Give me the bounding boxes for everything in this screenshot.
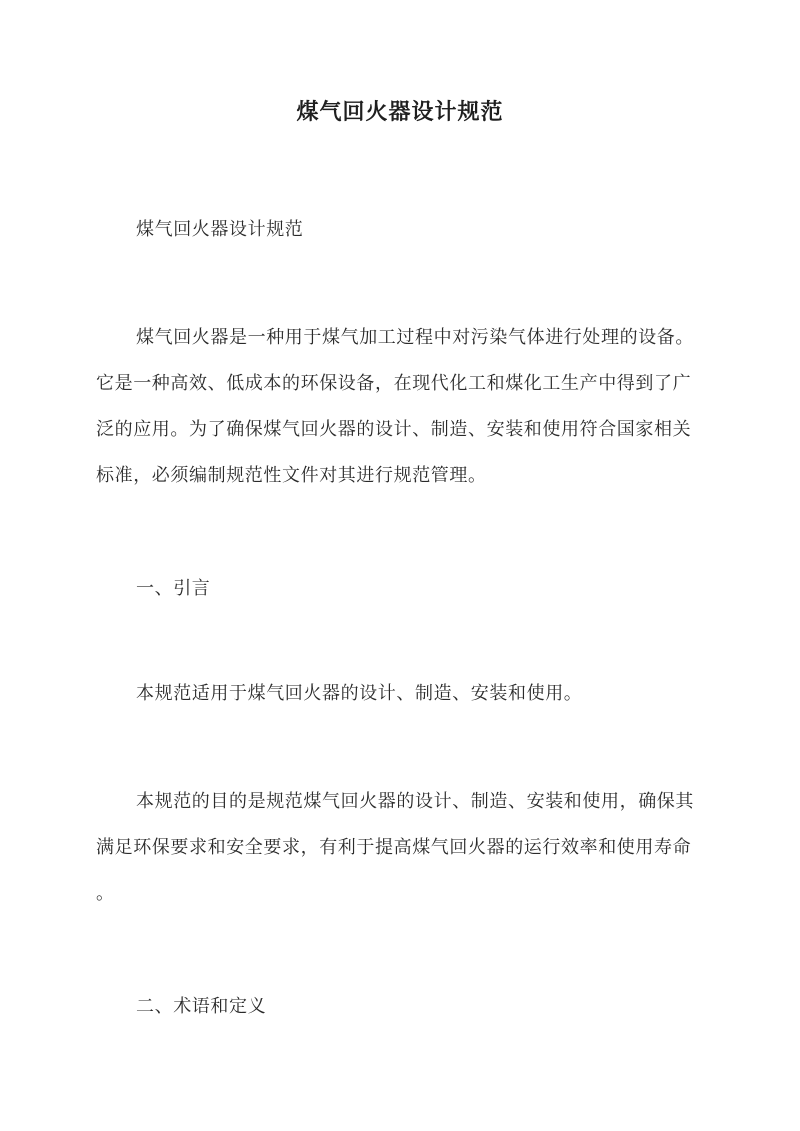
purpose-line: 本规范的目的是规范煤气回火器的设计、制造、安装和使用，确保其 [136, 791, 694, 812]
scope-paragraph: 本规范适用于煤气回火器的设计、制造、安装和使用。 [136, 683, 583, 704]
intro-paragraph [96, 315, 704, 499]
intro-line: 它是一种高效、低成本的环保设备，在现代化工和煤化工生产中得到了广 [96, 373, 692, 394]
intro-line: 泛的应用。为了确保煤气回火器的设计、制造、安装和使用符合国家相关 [96, 419, 692, 440]
section-heading-terms: 二、术语和定义 [136, 996, 267, 1017]
document-subtitle: 煤气回火器设计规范 [136, 219, 304, 240]
purpose-line: 。 [96, 883, 115, 904]
intro-line: 标准，必须编制规范性文件对其进行规范管理。 [96, 465, 487, 486]
purpose-paragraph [96, 779, 704, 917]
document-title: 煤气回火器设计规范 [296, 99, 504, 125]
purpose-line: 满足环保要求和安全要求，有利于提高煤气回火器的运行效率和使用寿命 [96, 837, 692, 858]
intro-line: 煤气回火器是一种用于煤气加工过程中对污染气体进行处理的设备。 [136, 327, 694, 348]
section-heading-introduction: 一、引言 [136, 578, 211, 599]
